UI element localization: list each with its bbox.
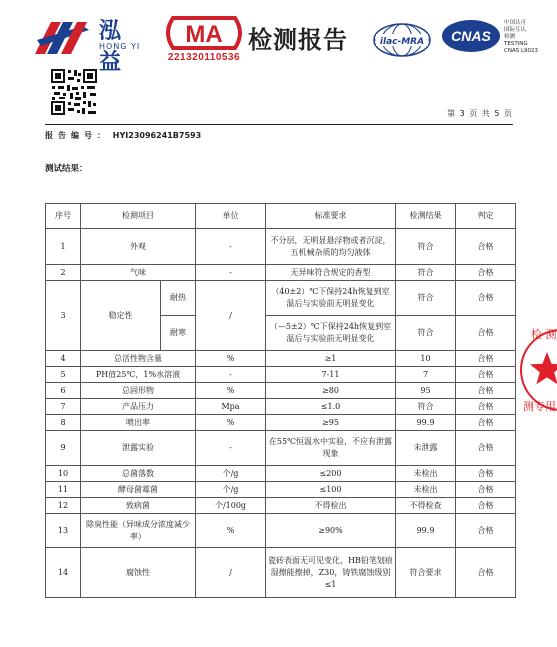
row-requirement: 瓷砖表面无可见变化，HB铅笔划痕湿擦能擦掉，Z30，铸铁腐蚀级别≤1 bbox=[266, 548, 396, 598]
row-number: 6 bbox=[46, 383, 81, 399]
table-row bbox=[46, 482, 516, 498]
row-item: 喷出率 bbox=[81, 415, 196, 431]
row-number: 14 bbox=[46, 548, 81, 598]
row-requirement: （40±2）℃下保持24h恢复到室温后与实验前无明显变化 bbox=[266, 281, 396, 316]
row-requirement: ≤100 bbox=[266, 482, 396, 498]
row-result: 未检出 bbox=[396, 482, 456, 498]
report-number-value: HYI23096241B7593 bbox=[112, 131, 202, 140]
row-result: 10 bbox=[396, 351, 456, 367]
table-row bbox=[46, 466, 516, 482]
row-judgement: 合格 bbox=[456, 415, 516, 431]
table-row bbox=[46, 415, 516, 431]
row-item: 泄露实验 bbox=[81, 431, 196, 466]
header-cell: 检测结果 bbox=[396, 204, 456, 229]
cma-code: 221320110536 bbox=[167, 52, 241, 63]
row-result: 符合 bbox=[396, 265, 456, 281]
row-judgement: 合格 bbox=[456, 229, 516, 265]
report-header bbox=[0, 0, 557, 75]
row-judgement: 合格 bbox=[456, 548, 516, 598]
row-judgement: 合格 bbox=[456, 281, 516, 316]
cnas-label: CNAS bbox=[451, 28, 491, 44]
row-judgement: 合格 bbox=[456, 498, 516, 514]
row-item: PH值25℃，1%水溶液 bbox=[81, 367, 196, 383]
row-item: 产品压力 bbox=[81, 399, 196, 415]
table-row bbox=[46, 383, 516, 399]
row-requirement: ≥90% bbox=[266, 514, 396, 548]
row-unit: - bbox=[196, 229, 266, 265]
row-unit: 个/g bbox=[196, 466, 266, 482]
cnas-caption-line: 中国认可 bbox=[504, 20, 527, 26]
row-requirement: 无异味符合规定的香型 bbox=[266, 265, 396, 281]
row-unit: 个/100g bbox=[196, 498, 266, 514]
row-number: 11 bbox=[46, 482, 81, 498]
row-requirement: （—5±2）℃下保持24h恢复到室温后与实验前无明显变化 bbox=[266, 316, 396, 351]
row-number: 8 bbox=[46, 415, 81, 431]
row-result: 不得检查 bbox=[396, 498, 456, 514]
row-result: 95 bbox=[396, 383, 456, 399]
official-stamp bbox=[517, 310, 557, 430]
row-unit: % bbox=[196, 514, 266, 548]
row-requirement: 不得检出 bbox=[266, 498, 396, 514]
row-requirement: 7-11 bbox=[266, 367, 396, 383]
row-item: 外观 bbox=[81, 229, 196, 265]
row-number: 4 bbox=[46, 351, 81, 367]
stamp-text-top: 检 测 bbox=[531, 328, 557, 341]
row-result: 7 bbox=[396, 367, 456, 383]
table-row bbox=[46, 548, 516, 598]
row-unit: / bbox=[196, 281, 266, 351]
row-unit: - bbox=[196, 265, 266, 281]
row-unit: - bbox=[196, 431, 266, 466]
cnas-caption-line: TESTING bbox=[504, 41, 528, 47]
row-judgement: 合格 bbox=[456, 383, 516, 399]
row-number: 13 bbox=[46, 514, 81, 548]
row-number: 12 bbox=[46, 498, 81, 514]
ilac-mra-logo bbox=[372, 22, 432, 58]
row-judgement: 合格 bbox=[456, 316, 516, 351]
row-result: 99.9 bbox=[396, 415, 456, 431]
row-number: 10 bbox=[46, 466, 81, 482]
row-unit: % bbox=[196, 351, 266, 367]
ilac-label: ilac-MRA bbox=[379, 37, 425, 47]
header-cell: 序号 bbox=[46, 204, 81, 229]
row-number: 2 bbox=[46, 265, 81, 281]
table-row bbox=[46, 281, 516, 316]
results-table bbox=[45, 203, 516, 598]
cma-logo bbox=[165, 14, 243, 66]
header-cell: 标准要求 bbox=[266, 204, 396, 229]
row-result: 符合要求 bbox=[396, 548, 456, 598]
header-cell: 单位 bbox=[196, 204, 266, 229]
row-item: 稳定性 bbox=[81, 281, 161, 351]
row-result: 未泄露 bbox=[396, 431, 456, 466]
hongyi-mark-icon bbox=[33, 16, 91, 56]
row-unit: 个/g bbox=[196, 482, 266, 498]
table-row bbox=[46, 367, 516, 383]
svg-text:MA: MA bbox=[185, 21, 223, 48]
table-row bbox=[46, 431, 516, 466]
row-number: 3 bbox=[46, 281, 81, 351]
row-number: 5 bbox=[46, 367, 81, 383]
row-item: 酵母菌霉菌 bbox=[81, 482, 196, 498]
cnas-caption bbox=[504, 20, 556, 55]
row-number: 9 bbox=[46, 431, 81, 466]
row-subitem: 耐寒 bbox=[161, 316, 196, 351]
results-heading: 测试结果： bbox=[45, 164, 88, 174]
row-item: 除臭性能（异味成分浓度减少率） bbox=[81, 514, 196, 548]
row-item: 总活性物含量 bbox=[81, 351, 196, 367]
table-row bbox=[46, 399, 516, 415]
table-row bbox=[46, 351, 516, 367]
cnas-caption-line: CNAS L9023 bbox=[504, 48, 539, 54]
row-judgement: 合格 bbox=[456, 466, 516, 482]
stamp-seal-icon bbox=[517, 310, 557, 430]
row-item: 腐蚀性 bbox=[81, 548, 196, 598]
qr-code-icon bbox=[50, 68, 98, 116]
row-unit: % bbox=[196, 383, 266, 399]
table-row bbox=[46, 229, 516, 265]
row-judgement: 合格 bbox=[456, 399, 516, 415]
row-requirement: ≥80 bbox=[266, 383, 396, 399]
row-result: 99.9 bbox=[396, 514, 456, 548]
row-requirement: 在55℃恒温水中实验，不应有泄露现象 bbox=[266, 431, 396, 466]
row-result: 符合 bbox=[396, 316, 456, 351]
cma-mark-icon bbox=[165, 14, 243, 52]
cnas-caption-line: 检测 bbox=[504, 34, 516, 40]
row-result: 符合 bbox=[396, 281, 456, 316]
row-subitem: 耐热 bbox=[161, 281, 196, 316]
row-item: 总固形物 bbox=[81, 383, 196, 399]
row-number: 1 bbox=[46, 229, 81, 265]
table-row bbox=[46, 265, 516, 281]
stamp-text-bottom: 测专用 bbox=[523, 400, 556, 413]
header-cell: 检测项目 bbox=[81, 204, 196, 229]
table-header-row bbox=[46, 204, 516, 229]
row-judgement: 合格 bbox=[456, 265, 516, 281]
row-number: 7 bbox=[46, 399, 81, 415]
row-unit: % bbox=[196, 415, 266, 431]
table-row bbox=[46, 514, 516, 548]
row-result: 符合 bbox=[396, 229, 456, 265]
report-number-label: 报告编号： bbox=[45, 131, 110, 140]
row-requirement: ≤200 bbox=[266, 466, 396, 482]
row-item: 致病菌 bbox=[81, 498, 196, 514]
row-unit: - bbox=[196, 367, 266, 383]
hongyi-logo bbox=[33, 12, 143, 75]
table-row bbox=[46, 498, 516, 514]
company-name-en: HONG YI bbox=[99, 42, 141, 51]
header-cell: 判定 bbox=[456, 204, 516, 229]
row-judgement: 合格 bbox=[456, 367, 516, 383]
row-judgement: 合格 bbox=[456, 431, 516, 466]
row-requirement: ≤1.0 bbox=[266, 399, 396, 415]
report-title: 检测报告 bbox=[248, 26, 348, 54]
ilac-mra-icon bbox=[372, 22, 432, 58]
row-requirement: ≥95 bbox=[266, 415, 396, 431]
row-requirement: ≥1 bbox=[266, 351, 396, 367]
row-judgement: 合格 bbox=[456, 351, 516, 367]
row-item: 气味 bbox=[81, 265, 196, 281]
cnas-caption-line: 国际互认 bbox=[504, 27, 527, 33]
row-unit: Mpa bbox=[196, 399, 266, 415]
page-indicator: 第 3 页 共 5 页 bbox=[447, 109, 513, 118]
row-judgement: 合格 bbox=[456, 482, 516, 498]
row-item: 总菌落数 bbox=[81, 466, 196, 482]
row-judgement: 合格 bbox=[456, 514, 516, 548]
row-result: 未检出 bbox=[396, 466, 456, 482]
company-name-cn: 泓益 bbox=[99, 19, 124, 75]
row-result: 符合 bbox=[396, 399, 456, 415]
cnas-logo bbox=[440, 18, 502, 54]
report-number bbox=[45, 130, 201, 141]
header-divider bbox=[45, 124, 513, 125]
cnas-mark-icon bbox=[440, 18, 502, 54]
row-unit: / bbox=[196, 548, 266, 598]
row-requirement: 不分层，无明显悬浮物或者沉淀，五机械杂质的均匀液体 bbox=[266, 229, 396, 265]
